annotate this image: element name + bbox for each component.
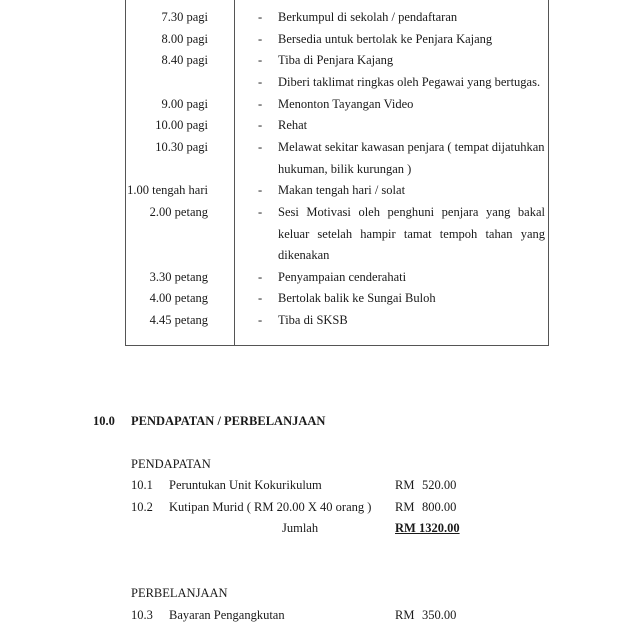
schedule-activity: Penyampaian cenderahati: [278, 270, 407, 284]
item-label: Peruntukan Unit Kokurikulum: [169, 478, 322, 492]
schedule-time: 9.00 pagi: [161, 97, 208, 111]
schedule-time: 4.45 petang: [149, 313, 208, 327]
schedule-time: 10.00 pagi: [155, 118, 208, 132]
schedule-activity-line: Melawat sekitar kawasan penjara ( tempat dijatuhkan: [278, 140, 545, 154]
schedule-activity-line: keluar setelah hampir tamat tempoh tahan yang: [278, 227, 545, 241]
section-number: 10.0: [93, 414, 115, 428]
schedule-dash: -: [258, 10, 263, 24]
schedule-dash: -: [258, 53, 263, 67]
income-heading: PENDAPATAN: [131, 457, 211, 471]
schedule-activity: Tiba di Penjara Kajang: [278, 53, 394, 67]
schedule-dash: -: [258, 32, 263, 46]
schedule-dash: -: [258, 75, 263, 89]
schedule-time: 8.00 pagi: [161, 32, 208, 46]
schedule-activity: Tiba di SKSB: [278, 313, 348, 327]
section-title: PENDAPATAN / PERBELANJAAN: [131, 414, 326, 428]
schedule-dash: -: [258, 270, 263, 284]
schedule-dash: -: [258, 140, 263, 154]
schedule-activity: Bersedia untuk bertolak ke Penjara Kajang: [278, 32, 493, 46]
schedule-time: 3.30 petang: [149, 270, 208, 284]
schedule-time: 8.40 pagi: [161, 53, 208, 67]
schedule-dash: -: [258, 291, 263, 305]
schedule-activity: Menonton Tayangan Video: [278, 97, 414, 111]
item-amount: 800.00: [422, 500, 457, 514]
schedule-time: 1.00 tengah hari: [127, 183, 208, 197]
item-number: 10.1: [131, 478, 153, 492]
table-column-divider: [234, 0, 235, 346]
item-label: Bayaran Pengangkutan: [169, 608, 285, 622]
schedule-activity-line: hukuman, bilik kurungan ): [278, 162, 412, 176]
schedule-dash: -: [258, 118, 263, 132]
item-amount: 520.00: [422, 478, 457, 492]
schedule-time: 10.30 pagi: [155, 140, 208, 154]
item-currency: RM: [395, 500, 415, 514]
item-amount: 350.00: [422, 608, 457, 622]
schedule-activity: Rehat: [278, 118, 308, 132]
item-currency: RM: [395, 608, 415, 622]
schedule-activity: Bertolak balik ke Sungai Buloh: [278, 291, 436, 305]
item-currency: RM: [395, 478, 415, 492]
expense-heading: PERBELANJAAN: [131, 586, 228, 600]
schedule-time: 2.00 petang: [149, 205, 208, 219]
total-amount: RM 1320.00: [395, 521, 460, 535]
schedule-time: 7.30 pagi: [161, 10, 208, 24]
schedule-activity-line: Sesi Motivasi oleh penghuni penjara yang bakal: [278, 205, 545, 219]
schedule-activity: Makan tengah hari / solat: [278, 183, 406, 197]
schedule-time: 4.00 petang: [149, 291, 208, 305]
schedule-dash: -: [258, 205, 263, 219]
schedule-activity: Diberi taklimat ringkas oleh Pegawai yang bertugas.: [278, 75, 541, 89]
total-label: Jumlah: [282, 521, 319, 535]
item-label: Kutipan Murid ( RM 20.00 X 40 orang ): [169, 500, 372, 514]
item-number: 10.3: [131, 608, 153, 622]
schedule-activity-line: dikenakan: [278, 248, 330, 262]
schedule-activity: Berkumpul di sekolah / pendaftaran: [278, 10, 458, 24]
schedule-dash: -: [258, 97, 263, 111]
item-number: 10.2: [131, 500, 153, 514]
schedule-dash: -: [258, 183, 263, 197]
schedule-dash: -: [258, 313, 263, 327]
